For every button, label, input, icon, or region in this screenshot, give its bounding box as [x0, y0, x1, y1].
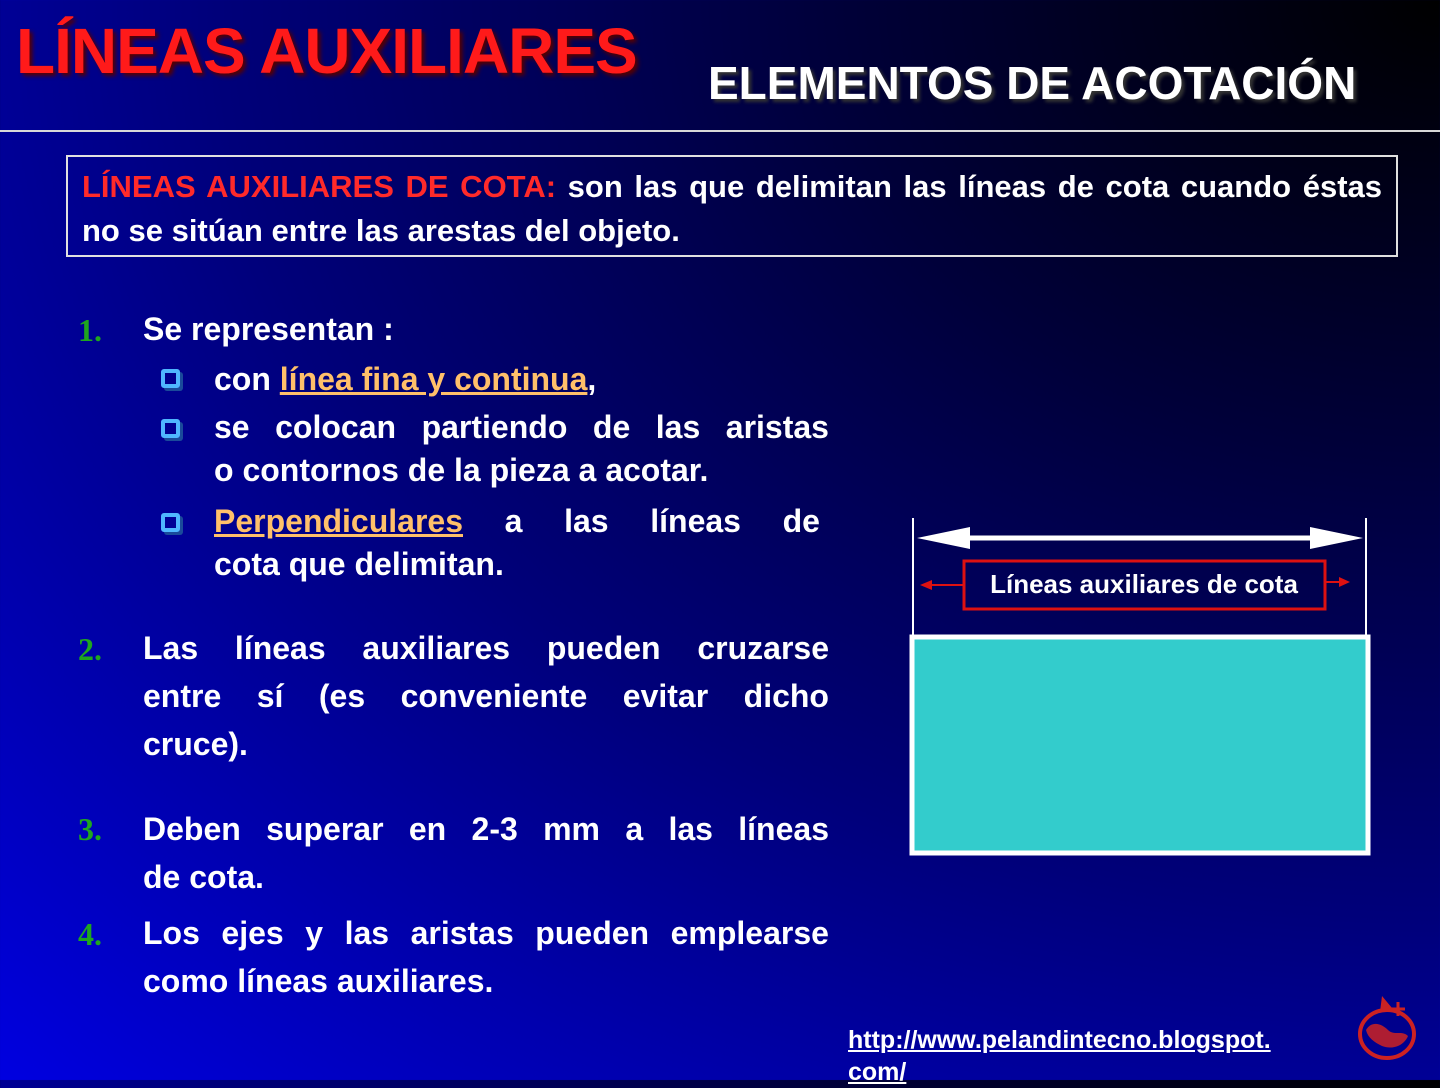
page-title: LÍNEAS AUXILIARES	[16, 15, 637, 87]
blog-logo-icon	[1352, 990, 1422, 1070]
section-subtitle: ELEMENTOS DE ACOTACIÓN	[708, 57, 1357, 109]
word: las	[344, 915, 390, 951]
word: líneas	[650, 503, 741, 539]
word: mm	[543, 811, 600, 847]
subitem-1-3-line1	[214, 500, 820, 543]
item-3-line1	[143, 805, 829, 853]
subitem-1-1-suffix: ,	[587, 361, 597, 397]
subitem-1-2	[214, 406, 829, 492]
link-perpendiculares[interactable]: Perpendiculares	[214, 503, 463, 539]
word: a	[504, 503, 523, 539]
word: conveniente	[400, 678, 588, 714]
item-2-text	[143, 624, 829, 768]
word: aristas	[410, 915, 514, 951]
item-number-2: 2.	[78, 631, 102, 667]
definition-box	[66, 155, 1398, 257]
word: superar	[266, 811, 384, 847]
word: emplearse	[670, 915, 829, 951]
word: Las	[143, 630, 199, 666]
word: (es	[318, 678, 366, 714]
checkbox-bullet-icon	[161, 513, 180, 532]
pointer-right-arrow-icon	[1339, 577, 1350, 587]
item-4-line2: como líneas auxiliares.	[143, 963, 494, 999]
subitem-1-3	[214, 500, 820, 586]
word: colocan	[275, 409, 397, 445]
url-line-2: com/	[848, 1058, 907, 1086]
header-divider	[0, 130, 1440, 132]
word: líneas	[234, 630, 326, 666]
word: a	[625, 811, 644, 847]
piece-rectangle	[912, 637, 1368, 853]
dimension-diagram	[880, 500, 1400, 870]
subitem-1-2-line2: o contornos de la pieza a acotar.	[214, 452, 709, 488]
word: dicho	[743, 678, 829, 714]
word: y	[305, 915, 324, 951]
word: evitar	[622, 678, 709, 714]
item-1-text: Se representan :	[143, 311, 394, 347]
subitem-1-2-line1	[214, 406, 829, 449]
item-number-1: 1.	[78, 312, 102, 348]
blog-url-link[interactable]	[848, 1024, 1328, 1088]
word: Deben	[143, 811, 241, 847]
word: 2-3	[471, 811, 518, 847]
word: auxiliares	[362, 630, 511, 666]
word: pueden	[535, 915, 650, 951]
item-3-text	[143, 805, 829, 901]
word: las	[564, 503, 609, 539]
arrow-left-icon	[917, 527, 970, 549]
item-2-line1	[143, 624, 829, 672]
checkbox-bullet-icon	[161, 419, 180, 438]
word: entre	[143, 678, 222, 714]
item-2-line2	[143, 672, 829, 720]
item-4-line1	[143, 909, 829, 957]
checkbox-bullet-icon	[161, 369, 180, 388]
word: las	[668, 811, 713, 847]
arrow-right-icon	[1310, 527, 1363, 549]
word: ejes	[221, 915, 284, 951]
word: de	[592, 409, 631, 445]
item-4-text	[143, 909, 829, 1005]
word: aristas	[725, 409, 829, 445]
definition-term: LÍNEAS AUXILIARES DE COTA:	[82, 169, 557, 204]
item-number-4: 4.	[78, 916, 102, 952]
word: partiendo	[421, 409, 568, 445]
word: líneas	[738, 811, 829, 847]
word: Los	[143, 915, 200, 951]
diagram-label: Líneas auxiliares de cota	[990, 569, 1298, 599]
word: las	[655, 409, 701, 445]
word: pueden	[546, 630, 661, 666]
subitem-1-3-line2: cota que delimitan.	[214, 546, 504, 582]
word: en	[408, 811, 447, 847]
definition-text: son las que delimitan las líneas de cota cuando éstas no se sitúan entre las arestas del objeto.	[82, 169, 1383, 248]
item-number-3: 3.	[78, 811, 102, 847]
word: se	[214, 409, 250, 445]
item-3-line2: de cota.	[143, 859, 264, 895]
subitem-1-1-prefix: con	[214, 361, 280, 397]
word: sí	[256, 678, 284, 714]
item-2-line3: cruce).	[143, 726, 248, 762]
link-linea-fina[interactable]: línea fina y continua	[279, 361, 588, 397]
url-line-1: http://www.pelandintecno.blogspot.	[848, 1026, 1271, 1054]
word: cruzarse	[697, 630, 829, 666]
pointer-left-arrow-icon	[920, 580, 932, 590]
word: de	[782, 503, 820, 539]
subitem-1-1	[214, 356, 834, 403]
